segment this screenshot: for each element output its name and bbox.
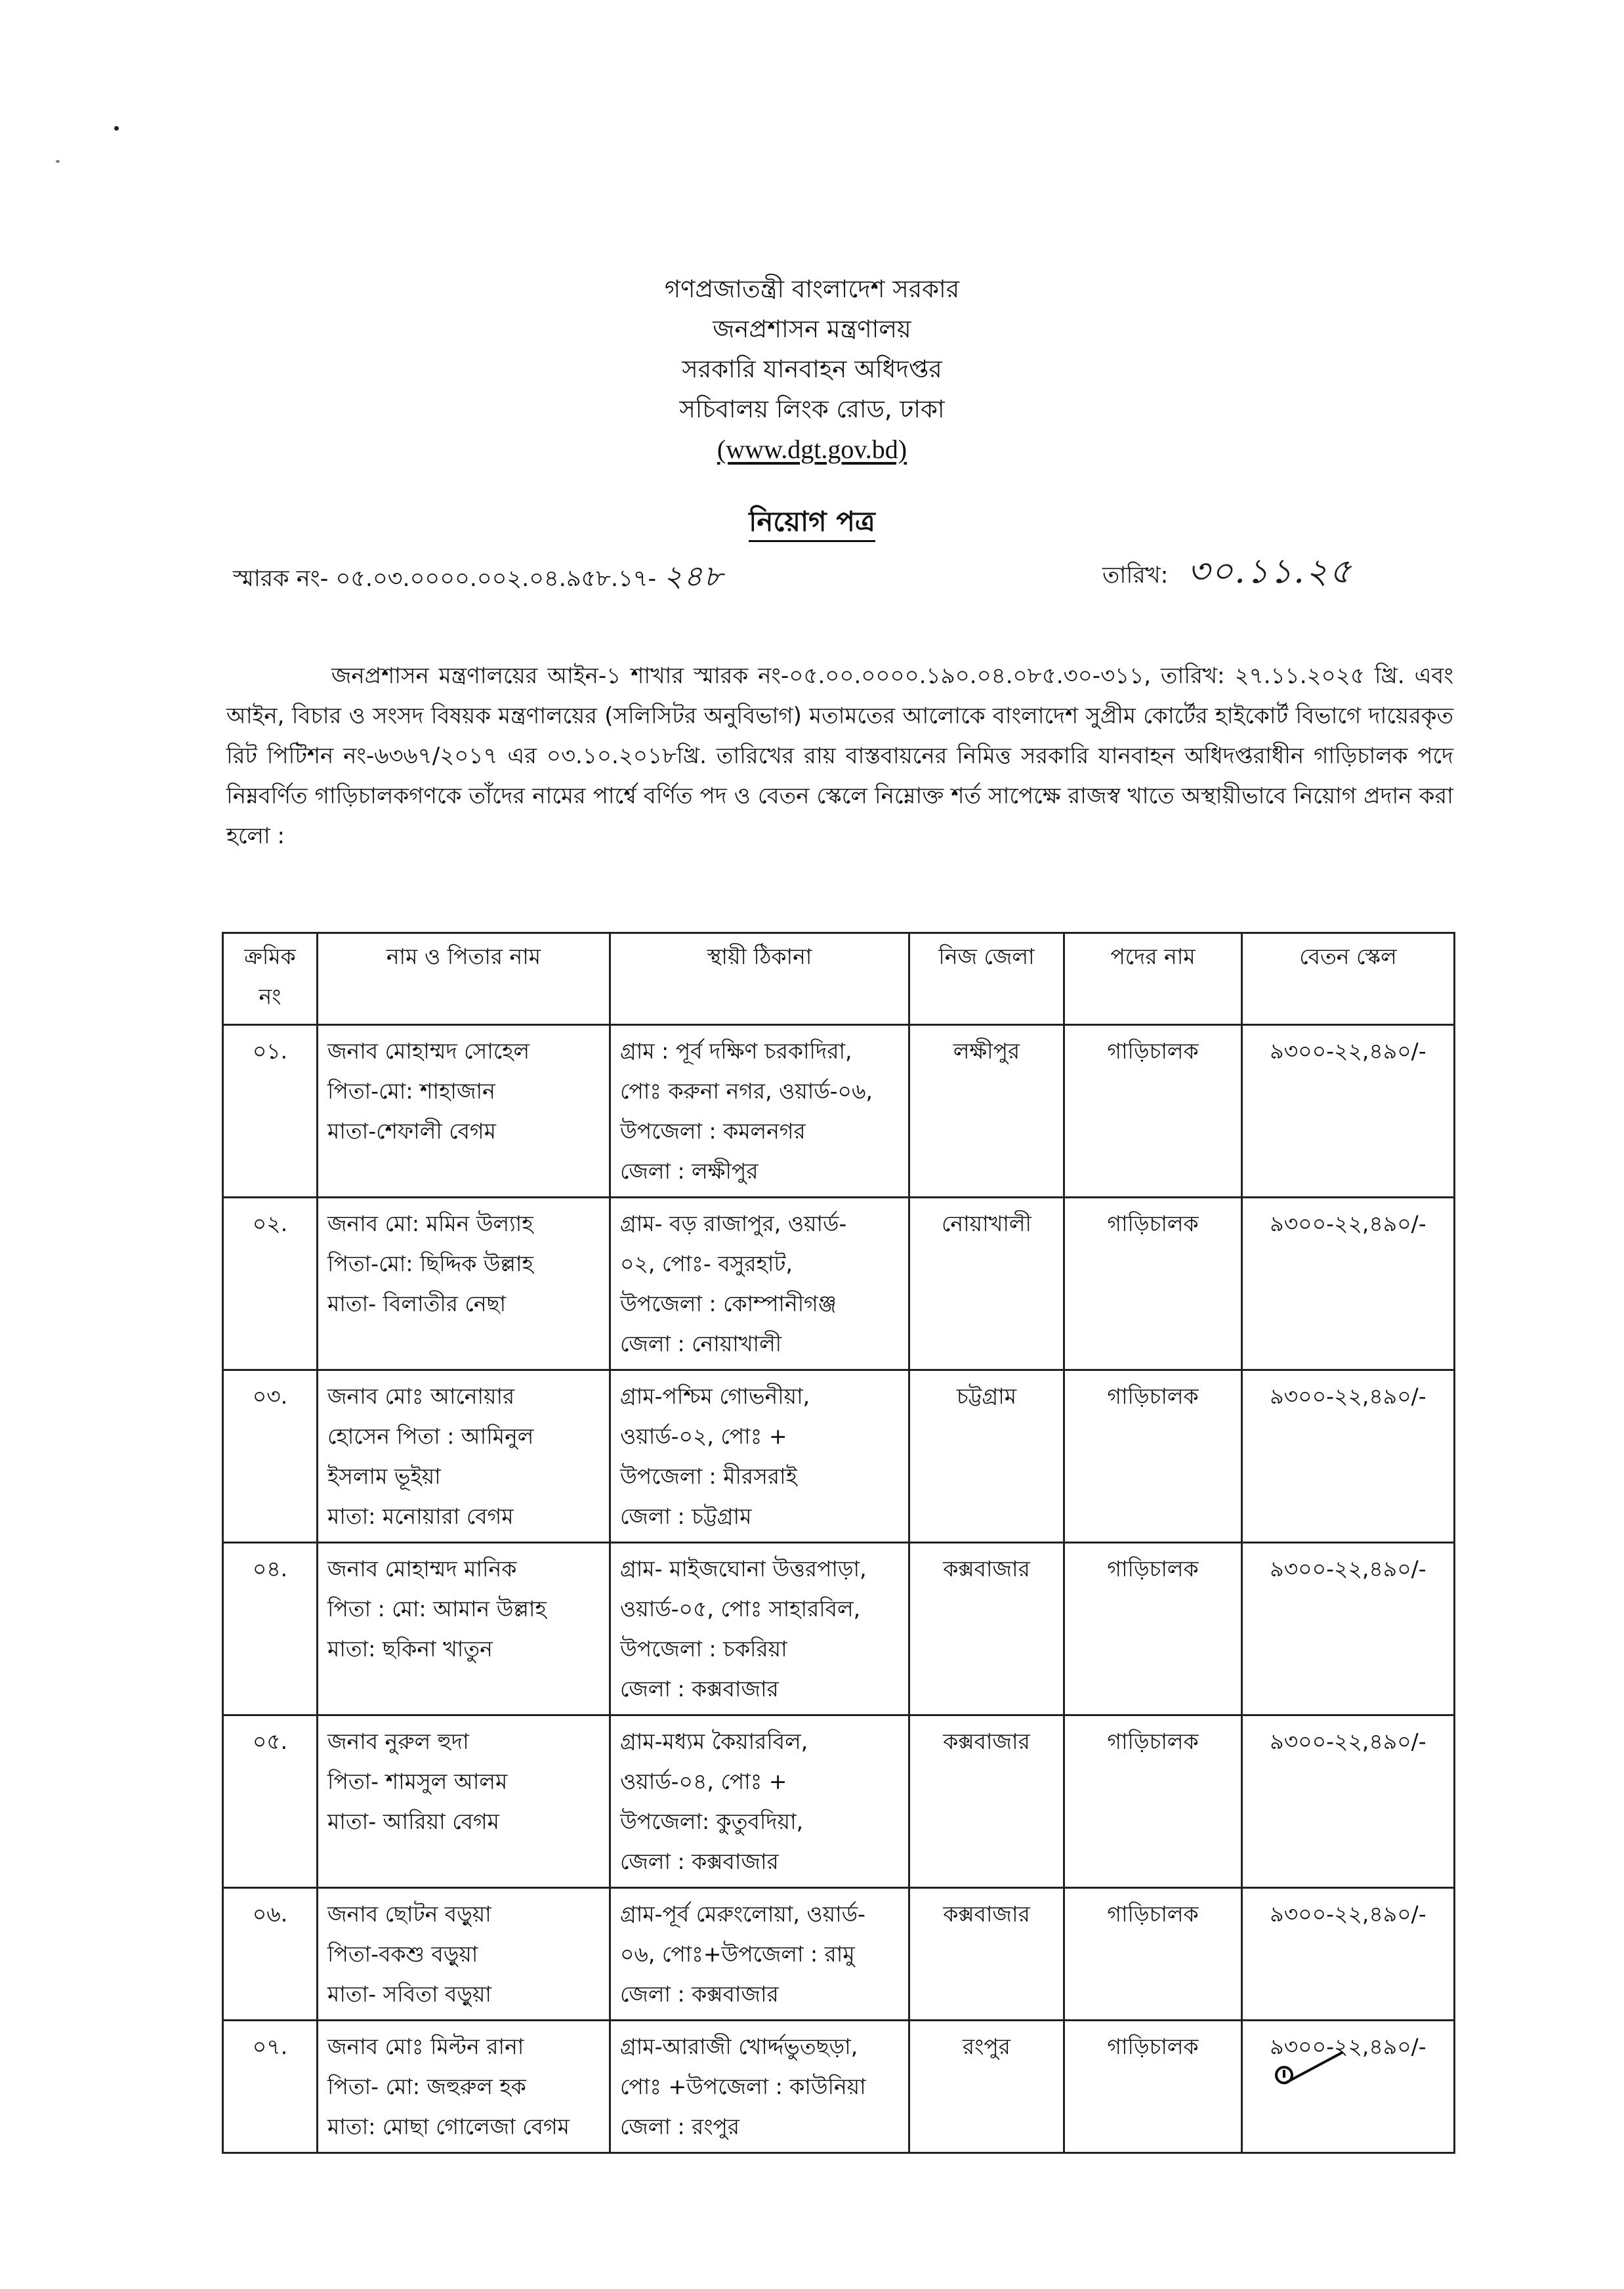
memo-handwritten-number: ২৪৮ xyxy=(663,560,724,593)
cell-district: চট্টগ্রাম xyxy=(909,1370,1064,1543)
letterhead xyxy=(0,269,1624,469)
cell-address-line: জেলা : কক্সবাজার xyxy=(620,1849,779,1874)
cell-address xyxy=(610,1543,909,1715)
cell-address-line: জেলা : লক্ষীপুর xyxy=(620,1158,759,1184)
cell-post: গাড়িচালক xyxy=(1064,1198,1242,1370)
cell-name xyxy=(318,1198,610,1370)
cell-name-line: পিতা-মো: ছিদ্দিক উল্লাহ xyxy=(327,1251,533,1276)
cell-serial: ০৬. xyxy=(223,1888,318,2021)
cell-name-line: জনাব মোঃ মিল্টন রানা xyxy=(327,2034,524,2059)
cell-post: গাড়িচালক xyxy=(1064,1543,1242,1715)
cell-pay-scale: ৯৩০০-২২,৪৯০/- xyxy=(1242,2021,1455,2153)
letterhead-address: সচিবালয় লিংক রোড, ঢাকা xyxy=(679,395,945,423)
table-row xyxy=(223,1543,1455,1715)
cell-name-line: পিতা- মো: জহুরুল হক xyxy=(327,2074,526,2099)
cell-district: কক্সবাজার xyxy=(909,1543,1064,1715)
cell-address-line: উপজেলা : চকরিয়া xyxy=(620,1636,787,1662)
header-serial-line: নং xyxy=(259,984,281,1009)
issue-date-handwritten-value: ৩০.১১.২৫ xyxy=(1187,552,1353,591)
cell-name xyxy=(318,1543,610,1715)
memo-number-label: স্মারক নং- ০৫.০৩.০০০০.০০২.০৪.৯৫৮.১৭- xyxy=(233,566,657,592)
cell-district: কক্সবাজার xyxy=(909,1888,1064,2021)
cell-address-line: উপজেলা : কোম্পানীগঞ্জ xyxy=(620,1291,837,1316)
cell-name-line: জনাব নুরুল হুদা xyxy=(327,1729,469,1754)
header-serial-line: ক্রমিক xyxy=(244,944,296,969)
header-post: পদের নাম xyxy=(1064,933,1242,1025)
cell-address-line: উপজেলা: কুতুবদিয়া, xyxy=(620,1809,804,1834)
scan-speck xyxy=(56,160,60,163)
cell-name-line: মাতা: মোছা গোলেজা বেগম xyxy=(327,2114,570,2139)
letterhead-website-link[interactable]: (www.dgt.gov.bd) xyxy=(717,434,907,464)
cell-name-line: হোসেন পিতা : আমিনুল xyxy=(327,1423,534,1449)
cell-post: গাড়িচালক xyxy=(1064,1888,1242,2021)
cell-address-line: গ্রাম- মাইজঘোনা উত্তরপাড়া, xyxy=(620,1556,867,1582)
cell-name-line: পিতা : মো: আমান উল্লাহ xyxy=(327,1596,547,1622)
cell-address-line: উপজেলা : মীরসরাই xyxy=(620,1463,797,1489)
cell-name-line: পিতা-বকশু বড়ুয়া xyxy=(327,1941,478,1967)
scan-speck xyxy=(114,126,119,131)
cell-name-line: মাতা-শেফালী বেগম xyxy=(327,1118,496,1144)
cell-serial: ০১. xyxy=(223,1025,318,1198)
document-title-text: নিয়োগ পত্র xyxy=(749,505,875,542)
cell-name-line: জনাব মোহাম্মদ মানিক xyxy=(327,1556,517,1582)
table-body xyxy=(223,1025,1455,2153)
letterhead-department: সরকারি যানবাহন অধিদপ্তর xyxy=(682,355,942,383)
cell-district: রংপুর xyxy=(909,2021,1064,2153)
cell-address-line: উপজেলা : কমলনগর xyxy=(620,1118,806,1144)
cell-name-line: জনাব মোঃ আনোয়ার xyxy=(327,1383,515,1409)
cell-name xyxy=(318,1888,610,2021)
cell-serial: ০৫. xyxy=(223,1715,318,1888)
cell-name xyxy=(318,1025,610,1198)
cell-pay-scale: ৯৩০০-২২,৪৯০/- xyxy=(1242,1370,1455,1543)
cell-address-line: জেলা : কক্সবাজার xyxy=(620,1676,779,1702)
cell-serial: ০২. xyxy=(223,1198,318,1370)
cell-address xyxy=(610,2021,909,2153)
cell-address xyxy=(610,1025,909,1198)
cell-name-line: ইসলাম ভূইয়া xyxy=(327,1463,441,1489)
cell-address-line: ওয়ার্ড-০২, পোঃ + xyxy=(620,1423,787,1449)
cell-name xyxy=(318,2021,610,2153)
cell-address xyxy=(610,1715,909,1888)
cell-pay-scale: ৯৩০০-২২,৪৯০/- xyxy=(1242,1025,1455,1198)
cell-address xyxy=(610,1888,909,2021)
header-district: নিজ জেলা xyxy=(909,933,1064,1025)
cell-name-line: মাতা- সবিতা বড়ুয়া xyxy=(327,1981,491,2007)
header-serial xyxy=(223,933,318,1025)
header-scale: বেতন স্কেল xyxy=(1242,933,1455,1025)
cell-pay-scale: ৯৩০০-২২,৪৯০/- xyxy=(1242,1715,1455,1888)
cell-address-line: জেলা : রংপুর xyxy=(620,2114,740,2139)
cell-address-line: জেলা : কক্সবাজার xyxy=(620,1981,779,2007)
cell-address-line: ০৬, পোঃ+উপজেলা : রামু xyxy=(620,1941,855,1967)
cell-name xyxy=(318,1370,610,1543)
cell-address-line: গ্রাম-পূর্ব মেরুংলোয়া, ওয়ার্ড- xyxy=(620,1901,865,1927)
cell-address-line: গ্রাম : পূর্ব দক্ষিণ চরকাদিরা, xyxy=(620,1038,852,1064)
cell-post: গাড়িচালক xyxy=(1064,2021,1242,2153)
cell-name xyxy=(318,1715,610,1888)
cell-address-line: গ্রাম-পশ্চিম গোভনীয়া, xyxy=(620,1383,810,1409)
cell-address-line: গ্রাম-আরাজী খোর্দ্দভুতছড়া, xyxy=(620,2034,858,2059)
cell-name-line: পিতা-মো: শাহাজান xyxy=(327,1078,495,1104)
cell-address-line: ওয়ার্ড-০৪, পোঃ + xyxy=(620,1769,787,1794)
table-header-row xyxy=(223,933,1455,1025)
cell-address-line: পোঃ +উপজেলা : কাউনিয়া xyxy=(620,2074,866,2099)
cell-pay-scale: ৯৩০০-২২,৪৯০/- xyxy=(1242,1888,1455,2021)
cell-district: নোয়াখালী xyxy=(909,1198,1064,1370)
cell-address-line: পোঃ করুনা নগর, ওয়ার্ড-০৬, xyxy=(620,1078,873,1104)
cell-post: গাড়িচালক xyxy=(1064,1715,1242,1888)
cell-district: কক্সবাজার xyxy=(909,1715,1064,1888)
cell-post: গাড়িচালক xyxy=(1064,1370,1242,1543)
cell-name-line: মাতা- আরিয়া বেগম xyxy=(327,1809,499,1834)
cell-serial: ০৩. xyxy=(223,1370,318,1543)
cell-name-line: জনাব মো: মমিন উল্যাহ xyxy=(327,1211,533,1236)
cell-name-line: জনাব মোহাম্মদ সোহেল xyxy=(327,1038,530,1064)
header-address: স্থায়ী ঠিকানা xyxy=(610,933,909,1025)
cell-pay-scale: ৯৩০০-২২,৪৯০/- xyxy=(1242,1198,1455,1370)
cell-name-line: জনাব ছোটন বড়ুয়া xyxy=(327,1901,491,1927)
issue-date xyxy=(1102,545,1352,602)
cell-name-line: মাতা: মনোয়ারা বেগম xyxy=(327,1503,514,1529)
cell-post: গাড়িচালক xyxy=(1064,1025,1242,1198)
document-title xyxy=(0,500,1624,547)
cell-district: লক্ষীপুর xyxy=(909,1025,1064,1198)
cell-name-line: পিতা- শামসুল আলম xyxy=(327,1769,508,1794)
cell-address xyxy=(610,1198,909,1370)
cell-serial: ০৭. xyxy=(223,2021,318,2153)
table-row xyxy=(223,1025,1455,1198)
cell-pay-scale: ৯৩০০-২২,৪৯০/- xyxy=(1242,1543,1455,1715)
cell-address xyxy=(610,1370,909,1543)
cell-address-line: জেলা : নোয়াখালী xyxy=(620,1331,782,1356)
cell-address-line: গ্রাম- বড় রাজাপুর, ওয়ার্ড- xyxy=(620,1211,847,1236)
cell-address-line: গ্রাম-মধ্যম কৈয়ারবিল, xyxy=(620,1729,808,1754)
cell-address-line: জেলা : চট্টগ্রাম xyxy=(620,1503,752,1529)
cell-address-line: ওয়ার্ড-০৫, পোঃ সাহারবিল, xyxy=(620,1596,861,1622)
letterhead-ministry: জনপ্রশাসন মন্ত্রণালয় xyxy=(713,315,911,343)
letterhead-government: গণপ্রজাতন্ত্রী বাংলাদেশ সরকার xyxy=(664,275,960,303)
memo-number xyxy=(233,555,724,602)
header-name: নাম ও পিতার নাম xyxy=(318,933,610,1025)
cell-name-line: মাতা: ছকিনা খাতুন xyxy=(327,1636,493,1662)
order-body-paragraph: জনপ্রশাসন মন্ত্রণালয়ের আইন-১ শাখার স্মারক নং-০৫.০০.০০০০.১৯০.০৪.০৮৫.৩০-৩১১, তারিখ: ২৭.১১.২০২৫ খ্রি. এবং আইন, বিচার ও সংসদ বিষয়ক মন্ত্রণালয়ের (সলিসিটর অনুবিভাগ) মতামতের আলোকে বাংলাদেশ সুপ্রীম কোর্টের হাইকোর্ট বিভাগে দায়েরকৃত রিট পিটিশন নং-৬৩৬৭/২০১৭ এর ০৩.১০.২০১৮খ্রি. তারিখের রায় বাস্তবায়নের নিমিত্ত সরকারি যানবাহন অধিদপ্তরাধীন গাড়িচালক পদে নিম্নবর্ণিত গাড়িচালকগণকে তাঁদের নামের পার্শ্বে বর্ণিত পদ ও বেতন স্কেলে নিম্নোক্ত শর্ত সাপেক্ষে রাজস্ব খাতে অস্থায়ীভাবে নিয়োগ প্রদান করা হলো : xyxy=(226,663,1453,849)
cell-name-line: মাতা- বিলাতীর নেছা xyxy=(327,1291,507,1316)
issue-date-label: তারিখ: xyxy=(1102,562,1169,589)
table-row xyxy=(223,1888,1455,2021)
cell-address-line: ০২, পোঃ- বসুরহাট, xyxy=(620,1251,793,1276)
table-row xyxy=(223,1370,1455,1543)
table-row xyxy=(223,1715,1455,1888)
table-row xyxy=(223,1198,1455,1370)
cell-serial: ০৪. xyxy=(223,1543,318,1715)
initial-signature-icon xyxy=(1270,2041,1348,2100)
appointment-table xyxy=(222,932,1455,2154)
